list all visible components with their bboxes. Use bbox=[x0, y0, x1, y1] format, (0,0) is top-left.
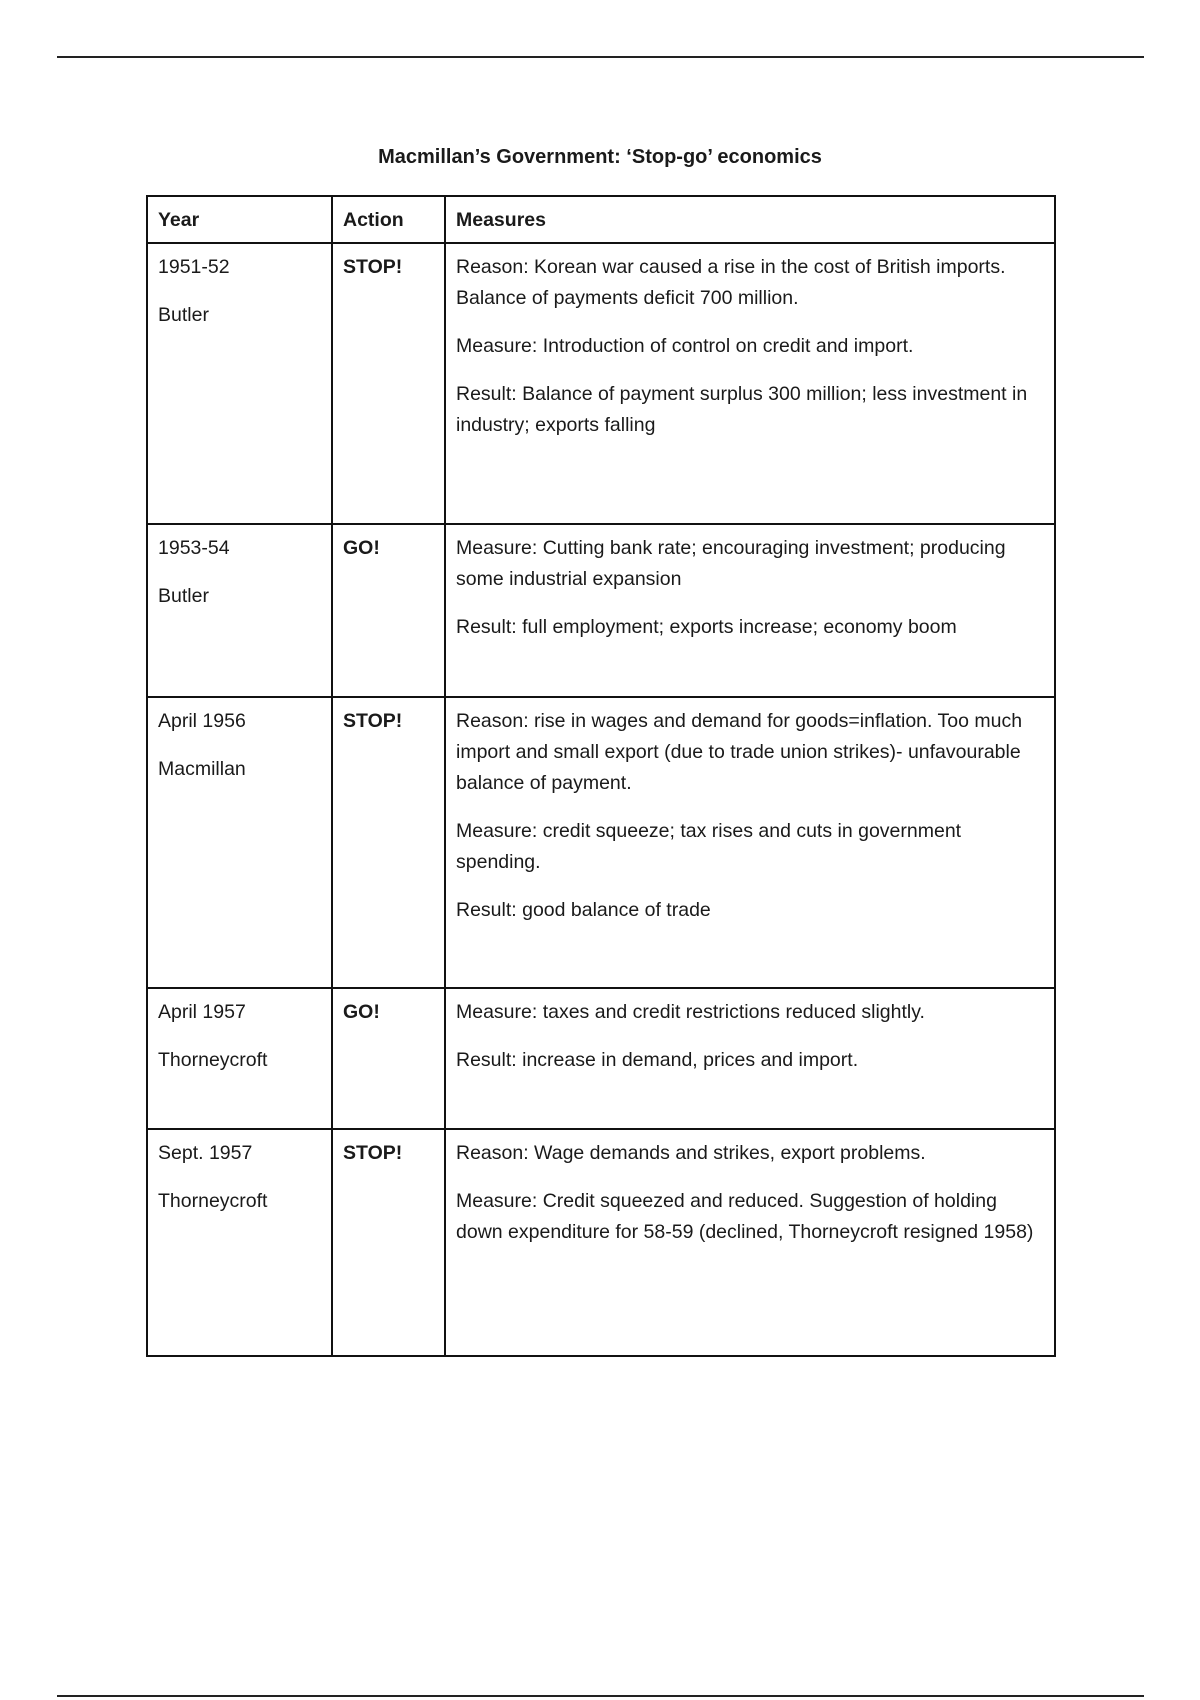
action-cell bbox=[332, 524, 445, 697]
year-cell bbox=[147, 697, 332, 988]
measures-cell bbox=[445, 1129, 1055, 1356]
chancellor-text: Butler bbox=[158, 585, 209, 607]
chancellor-text: Macmillan bbox=[158, 758, 246, 780]
measure-line: Reason: Wage demands and strikes, export problems. bbox=[456, 1142, 926, 1164]
top-rule bbox=[57, 56, 1144, 58]
table-header-row bbox=[147, 196, 1055, 243]
year-text: Sept. 1957 bbox=[158, 1142, 253, 1164]
action-text: GO! bbox=[343, 537, 380, 559]
year-cell bbox=[147, 243, 332, 524]
measure-line: Result: Balance of payment surplus 300 million; less investment in industry; exports falling bbox=[456, 383, 1028, 436]
action-text: GO! bbox=[343, 1001, 380, 1023]
table-row bbox=[147, 524, 1055, 697]
header-year: Year bbox=[147, 196, 332, 243]
table-row bbox=[147, 988, 1055, 1129]
measure-line: Reason: Korean war caused a rise in the cost of British imports. Balance of payments deficit 700 million. bbox=[456, 256, 1006, 309]
table-row bbox=[147, 697, 1055, 988]
measures-cell bbox=[445, 988, 1055, 1129]
year-cell bbox=[147, 524, 332, 697]
chancellor-text: Thorneycroft bbox=[158, 1190, 268, 1212]
year-text: 1951-52 bbox=[158, 256, 230, 278]
measure-line: Measure: Introduction of control on credit and import. bbox=[456, 335, 914, 357]
year-text: April 1956 bbox=[158, 710, 246, 732]
measure-line: Result: increase in demand, prices and import. bbox=[456, 1049, 859, 1071]
year-cell bbox=[147, 1129, 332, 1356]
measures-cell bbox=[445, 697, 1055, 988]
stop-go-table bbox=[146, 195, 1056, 1357]
chancellor-text: Thorneycroft bbox=[158, 1049, 268, 1071]
bottom-rule bbox=[57, 1695, 1144, 1697]
measure-line: Measure: taxes and credit restrictions reduced slightly. bbox=[456, 1001, 925, 1023]
table-row bbox=[147, 243, 1055, 524]
action-cell bbox=[332, 243, 445, 524]
action-cell bbox=[332, 1129, 445, 1356]
action-text: STOP! bbox=[343, 710, 403, 732]
measure-line: Measure: credit squeeze; tax rises and cuts in government spending. bbox=[456, 820, 962, 873]
measure-line: Measure: Cutting bank rate; encouraging investment; producing some industrial expansion bbox=[456, 537, 1006, 590]
header-action: Action bbox=[332, 196, 445, 243]
action-cell bbox=[332, 988, 445, 1129]
measures-cell bbox=[445, 243, 1055, 524]
measure-line: Result: good balance of trade bbox=[456, 899, 711, 921]
document-title: Macmillan’s Government: ‘Stop-go’ economics bbox=[378, 146, 822, 168]
table-row bbox=[147, 1129, 1055, 1356]
measure-line: Reason: rise in wages and demand for goods=inflation. Too much import and small export (due to trade union strikes)- unfavourable balance of payment. bbox=[456, 710, 1023, 794]
year-cell bbox=[147, 988, 332, 1129]
action-cell bbox=[332, 697, 445, 988]
measure-line: Measure: Credit squeezed and reduced. Suggestion of holding down expenditure for 58-59 (declined, Thorneycroft resigned 1958) bbox=[456, 1190, 1034, 1243]
year-text: April 1957 bbox=[158, 1001, 246, 1023]
header-measures: Measures bbox=[445, 196, 1055, 243]
measures-cell bbox=[445, 524, 1055, 697]
chancellor-text: Butler bbox=[158, 304, 209, 326]
measure-line: Result: full employment; exports increase; economy boom bbox=[456, 616, 957, 638]
action-text: STOP! bbox=[343, 1142, 403, 1164]
action-text: STOP! bbox=[343, 256, 403, 278]
year-text: 1953-54 bbox=[158, 537, 230, 559]
